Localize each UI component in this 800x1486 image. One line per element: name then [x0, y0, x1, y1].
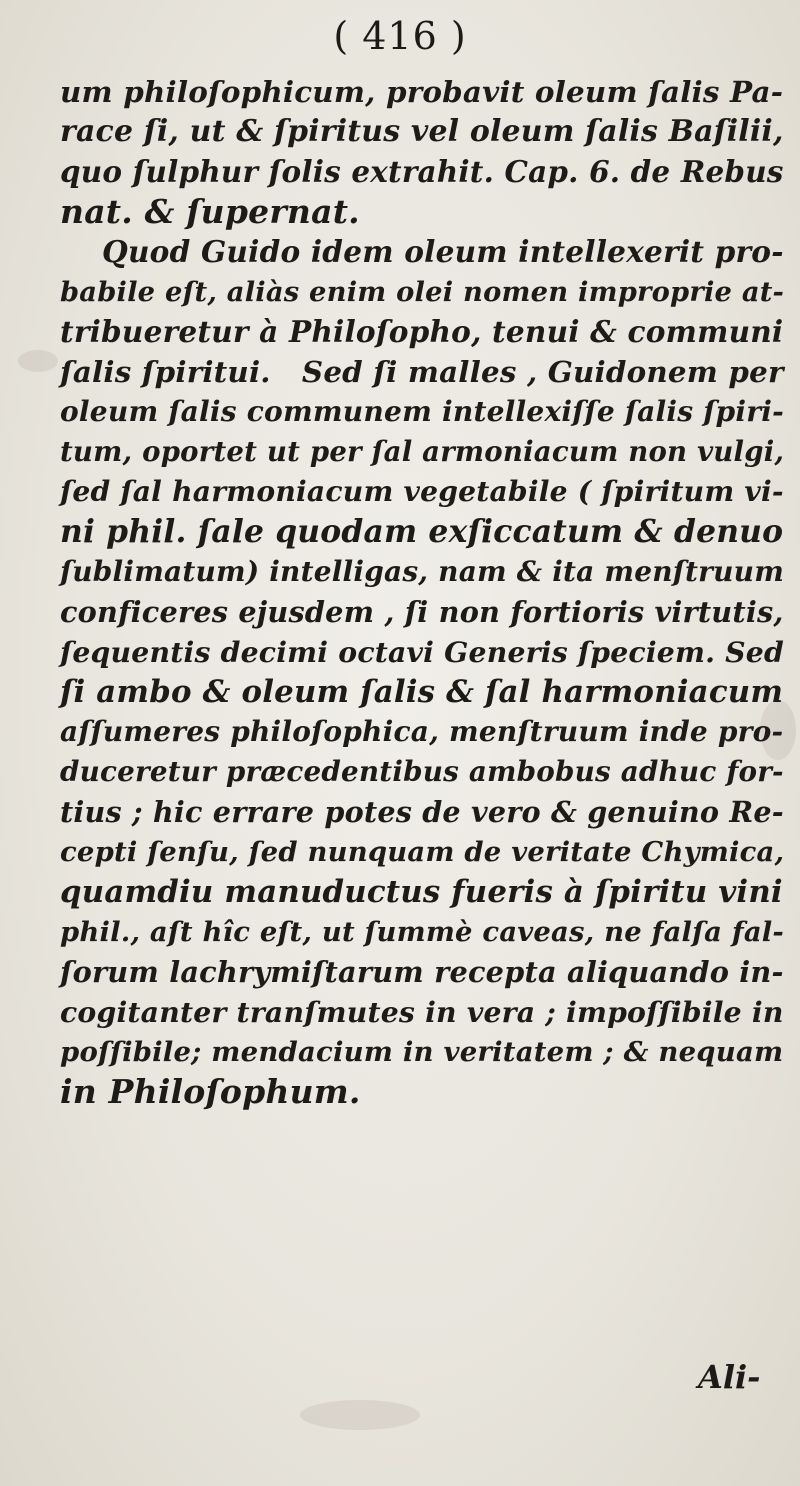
- text-line: ſalis ſpiritui. Sed ſi malles , Guidonem per: [60, 354, 784, 389]
- text-line: nat. & ſupernat.: [60, 192, 360, 231]
- text-line: ſi ambo & oleum ſalis & ſal harmoniacum: [60, 674, 784, 710]
- text-line: tius ; hic errare potes de vero & genuino Re-: [60, 795, 784, 829]
- text-line: Quod Guido idem oleum intellexerit pro-: [60, 234, 784, 269]
- text-line: cepti ſenſu, ſed nunquam de veritate Chymica,: [60, 836, 785, 868]
- text-line: ni phil. ſale quodam exſiccatum & denuo: [60, 514, 784, 550]
- text-line: ſequentis decimi octavi Generis ſpeciem. Sed: [60, 635, 784, 669]
- text-line: in Philoſophum.: [60, 1072, 361, 1111]
- paper-stain: [18, 350, 58, 372]
- paper-stain: [300, 1400, 420, 1430]
- text-block: [60, 72, 790, 1112]
- text-line: duceretur præcedentibus ambobus adhuc for-: [60, 755, 784, 788]
- text-line: race ſi, ut & ſpiritus vel oleum ſalis Baſilii,: [60, 114, 784, 149]
- text-line: aſſumeres philoſophica, menſtruum inde pro-: [60, 715, 784, 748]
- page-number: ( 416 ): [333, 14, 467, 58]
- text-line: ſed ſal harmoniacum vegetabile ( ſpiritum vi-: [60, 475, 784, 508]
- text-line: tum, oportet ut per ſal armoniacum non vulgi,: [60, 435, 785, 468]
- text-line: conficeres ejusdem , ſi non fortioris virtutis,: [60, 595, 784, 629]
- text-line: babile eſt, aliàs enim olei nomen improprie at-: [60, 276, 785, 308]
- text-line: quamdiu manuductus fueris à ſpiritu vini: [60, 874, 783, 910]
- text-line: phil., aſt hîc eſt, ut ſummè caveas, ne falſa fal-: [60, 916, 784, 948]
- text-line: cogitanter tranſmutes in vera ; impoſſibile in: [60, 995, 784, 1029]
- text-line: tribueretur à Philoſopho, tenui & communi: [60, 314, 784, 349]
- text-line: poſſibile; mendacium in veritatem ; & nequam: [60, 1036, 784, 1068]
- text-line: um philoſophicum, probavit oleum ſalis Pa-: [60, 74, 784, 109]
- text-line: oleum ſalis communem intellexiſſe ſalis ſpiri-: [60, 395, 784, 428]
- catchword: Ali-: [698, 1358, 761, 1396]
- text-line: ſorum lachrymiſtarum recepta aliquando in-: [60, 955, 784, 989]
- text-line: ſublimatum) intelligas, nam & ita menſtruum: [60, 555, 785, 588]
- text-line: quo ſulphur ſolis extrahit. Cap. 6. de Rebus: [60, 154, 784, 189]
